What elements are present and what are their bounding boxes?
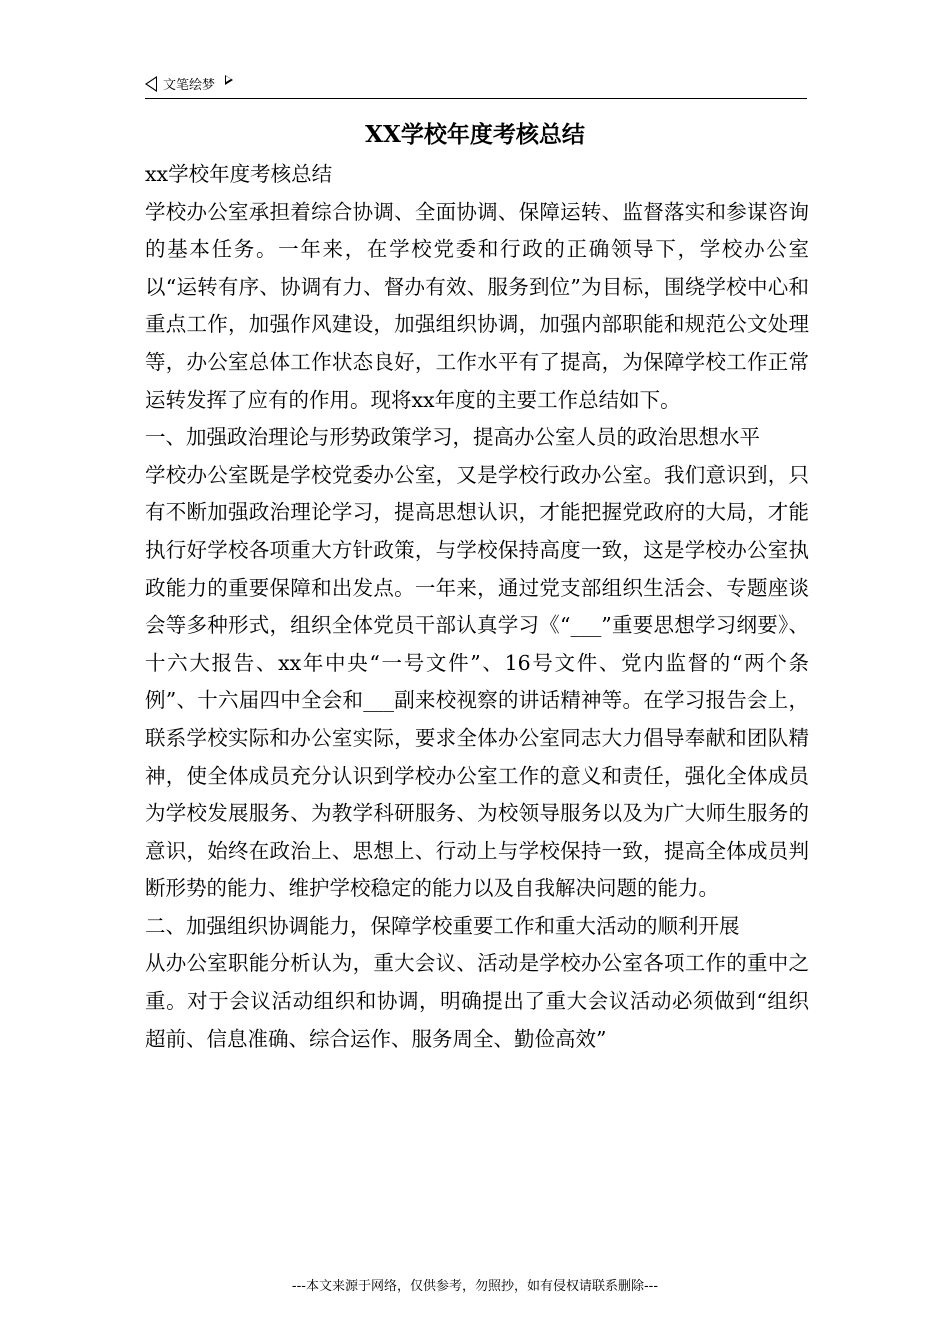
section-heading-1: 一、加强政治理论与形势政策学习，提高办公室人员的政治思想水平 bbox=[145, 425, 760, 450]
paragraph-intro: 学校办公室承担着综合协调、全面协调、保障运转、监督落实和参谋咨询的基本任务。一年来，在学校党委和行政的正确领导下，学校办公室以“运转有序、协调有力、督办有效、服务到位”为目标，围绕学校中心和重点工作，加强作风建设，加强组织协调，加强内部职能和规范公文处理等，办公室总体工作状态良好，工作水平有了提高，为保障学校工作正常运转发挥了应有的作用。现将xx年度的主要工作总结如下。 bbox=[145, 199, 809, 412]
triangle-left-icon bbox=[145, 76, 157, 92]
paragraph-section-2: 从办公室职能分析认为，重大会议、活动是学校办公室各项工作的重中之重。对于会议活动组织和协调，明确提出了重大会议活动必须做到“组织超前、信息准确、综合运作、服务周全、勤俭高效” bbox=[145, 951, 809, 1051]
document-title: XX学校年度考核总结 bbox=[365, 121, 585, 148]
paragraph-section-1: 学校办公室既是学校党委办公室，又是学校行政办公室。我们意识到，只有不断加强政治理论学习，提高思想认识，才能把握党政府的大局，才能执行好学校各项重大方针政策，与学校保持高度一致，这是学校办公室执政能力的重要保障和出发点。一年来，通过党支部组织生活会、专题座谈会等多种形式，组织全体党员干部认真学习《“___”重要思想学习纲要》、十六大报告、xx年中央“一号文件”、16号文件、党内监督的“两个条例”、十六届四中全会和___副来校视察的讲话精神等。在学习报告会上，联系学校实际和办公室实际，要求全体办公室同志大力倡导奉献和团队精神，使全体成员充分认识到学校办公室工作的意义和责任，强化全体成员为学校发展服务、为教学科研服务、为校领导服务以及为广大师生服务的意识，始终在政治上、思想上、行动上与学校保持一致，提高全体成员判断形势的能力、维护学校稳定的能力以及自我解决问题的能力。 bbox=[145, 462, 809, 901]
brand bbox=[145, 74, 233, 93]
triangle-right-icon bbox=[225, 75, 233, 85]
document-body bbox=[145, 156, 809, 1058]
subtitle-line: xx学校年度考核总结 bbox=[145, 162, 333, 186]
page-header bbox=[145, 72, 807, 99]
section-heading-2: 二、加强组织协调能力，保障学校重要工作和重大活动的顺利开展 bbox=[145, 913, 740, 938]
page-footer: ---本文来源于网络，仅供参考，勿照抄，如有侵权请联系删除--- bbox=[291, 1279, 659, 1294]
brand-label: 文笔绘梦 bbox=[163, 78, 216, 93]
